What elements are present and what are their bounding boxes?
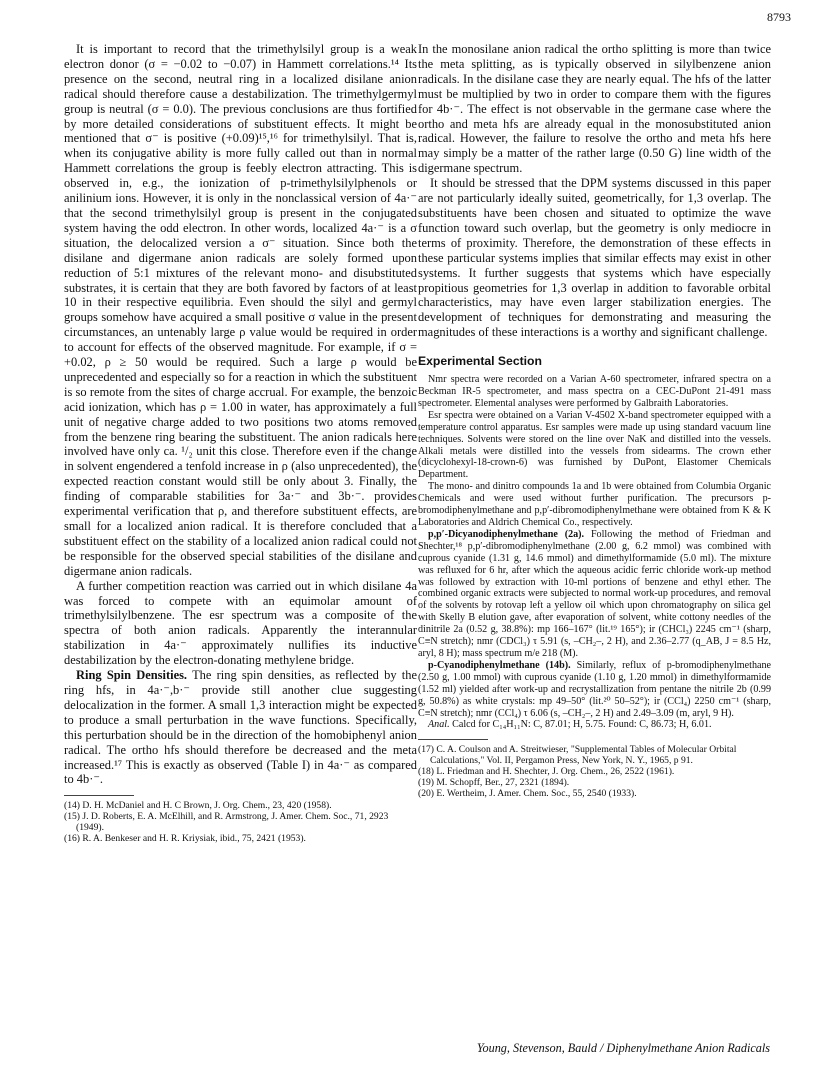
- analysis-text: Calcd for C₁₄H₁₁N: C, 87.01; H, 5.75. Found: C, 86.73; H, 6.01.: [452, 719, 712, 731]
- running-footer: Young, Stevenson, Bauld / Diphenylmethane Anion Radicals: [476, 1041, 770, 1055]
- footnote: (20) E. Wertheim, J. Amer. Chem. Soc., 55, 2540 (1933).: [418, 788, 637, 800]
- ring-spin-text: The ring spin densities, as reflected by the ring hfs, in 4a·⁻,b·⁻ provide still another clue suggesting delocalization in the former. A small 1,3 interaction might be expected to produce a small perturbation in the wave functions. Specifically, this perturbation should be in the direction of the homobiphenyl anion radical. The ortho hfs should therefore be decreased and the meta increased.¹⁷ This is exactly as observed (Table I) in 4a·⁻ as compared to 4b·⁻.: [64, 668, 417, 787]
- dicyano-text: Following the method of Friedman and Shechter,¹⁸ p,p′-dibromodiphenylmethane (2.00 g, 6.2 mmol) was combined with cuprous cyanide (1.31 g, 14.6 mmol) and dimethylformamide (5.0 ml). The mixture was refluxed for 6 hr, after which the aqueous acidic ferric chloride work-up method was followed by extraction with 10-ml portions of benzene and ethyl ether. The combined organic extracts were subjected to normal work-up procedures, and removal of the solvents by rotovap left a yellow oil which upon chromatography on silica gel with Skelly B elution gave, after evaporation of solvent, white cottony needles of the dinitrile 2a (0.52 g, 38.8%): mp 166–167° (lit.¹⁹ 165°); ir (CHCl₃) 2245 cm⁻¹ (sharp, C≡N stretch); nmr (CDCl₃) τ 5.91 (s, –CH₂–, 2 H), and 2.36–2.77 (q_AB, J = 8.5 Hz, aryl, 8 H); mass spectrum m/e 218 (M).: [418, 528, 771, 659]
- footnote: (14) D. H. McDaniel and H. C Brown, J. Org. Chem., 23, 420 (1958).: [64, 800, 332, 812]
- ring-spin-paragraph: [64, 668, 417, 787]
- footnote: (16) R. A. Benkeser and H. R. Kriysiak, ibid., 75, 2421 (1953).: [64, 833, 306, 845]
- left-column: [64, 42, 417, 844]
- ring-spin-heading: Ring Spin Densities.: [76, 668, 188, 683]
- analysis-line: [418, 719, 771, 731]
- experimental-section-heading: Experimental Section: [418, 354, 542, 369]
- experimental-paragraph: The mono- and dinitro compounds 1a and 1b were obtained from Columbia Organic Chemicals and were used without further purification. The precursors p-bromodiphenylmethane and p,p′-dibromodiphenylmethane were obtained from K & K Laboratories and Aldrich Chemical Co., respectively.: [418, 481, 771, 528]
- dicyano-procedure: [418, 529, 771, 660]
- footnote: (19) M. Schopff, Ber., 27, 2321 (1894).: [418, 777, 570, 789]
- footnote-rule: [418, 739, 488, 740]
- page-number: 8793: [767, 10, 791, 24]
- body-paragraph: A further competition reaction was carried out in which disilane 4a was forced to compete with an equimolar amount of trimethylsilylbenzene. The esr spectrum was a composite of the spectra of both anion radicals. Apparently the interannular stabilization in 4a·⁻ approximately nullifies its inductive destabilization by the electron-donating methylene bridge.: [64, 578, 417, 668]
- cyano-text: Similarly, reflux of p-bromodiphenylmethane (2.50 g, 1.00 mmol) with cuprous cyanide (1.10 g, 1.20 mmol) in dimethylformamide (1.52 ml) yielded after work-up and recrystallization from pentane the nitrile 2b (0.99 g, 50.8%) as white crystals: mp 49–50° (lit.²⁰ 50–52°); ir (CCl₄) 2250 cm⁻¹ (sharp, C≡N stretch); nmr (CCl₄) τ 6.06 (s, –CH₂–, 2 H) and 2.49–3.09 (m, aryl, 9 H).: [418, 659, 771, 719]
- analysis-label: Anal.: [428, 719, 450, 731]
- dicyano-heading: p,p′-Dicyanodiphenylmethane (2a).: [428, 528, 585, 540]
- right-column: [418, 42, 771, 799]
- cyano-procedure: [418, 660, 771, 720]
- body-paragraph: It is important to record that the trimethylsilyl group is a weak electron donor (σ = −0.02 to −0.07) in Hammett correlations.¹⁴ Its presence on the second, neutral ring in a localized disilane anion radical should therefore cause a destabilization. The trimethylgermyl group is neutral (σ = 0.0). The previous conclusions are thus fortified by more detailed considerations of substituent effects. It might be mentioned that σ⁻ is positive (+0.09)¹⁵,¹⁶ for trimethylsilyl. That is, when its conjugative ability is more fully called out than in normal Hammett correlations the group is feebly electron attracting. This is observed in, e.g., the ionization of p-trimethylsilylphenols or anilinium ions. However, it is only in the nonclassical version of 4a·⁻ that the second trimethylsilyl group is present in the conjugated system having the odd electron. In other words, localized 4a·⁻ is a σ situation, the delocalized version a σ⁻ situation. Since both the disilane and digermane anion radicals are solely formed upon reduction of 5:1 mixtures of the relevant mono- and disubstituted substrates, it is certain that they are both favored by factors of at least 10 in their respective equilibria. Even should the silyl and germyl groups somehow have acquired a small positive σ value in the present circumstances, an untenably large ρ value would be required in order to account for effects of the observed magnitude. For example, if σ = +0.02, ρ ≥ 50 would be required. Such a large ρ would be unprecedented and especially so for a reaction in which the substituent is so remote from the sites of charge accrual. For example, the benzoic acid ionization, which has ρ = 1.00 in water, has approximately a full unit of negative charge added to two positions two atoms removed from the benzene ring bearing the substituent. The anion radicals here involved have only ca. ¹/₂ unit this close. Therefore even if the change in solvent engendered a tenfold increase in ρ (also unprecedented), the expected reaction constant would still be only about 3. Finally, the finding of comparable stabilities for 3a·⁻ and 3b·⁻. provides experimental verification that ρ, and therefore substituent effects, are small for a localized anion radical. It is therefore concluded that a substituent effect on the stability of a localized anion radical could not be responsible for the observed special stabilities of the disilane and digermane anion radicals.: [64, 42, 417, 578]
- body-paragraph: It should be stressed that the DPM systems discussed in this paper are not particularly ideally suited, geometrically, for 1,3 overlap. The substituents have been chosen and situated to optimize the wave function toward such overlap, but the geometry is only mediocre in terms of proximity. Therefore, the demonstration of these effects in these particular systems implies that similar effects may exist in other systems. It further suggests that systems which have especially propitious geometries for 1,3 overlap in addition to favorable orbital characteristics, may have even larger stabilization energies. The development of techniques for demonstrating and measuring the magnitudes of these interactions is a worthy and significant challenge.: [418, 176, 771, 340]
- footnote: (18) L. Friedman and H. Shechter, J. Org. Chem., 26, 2522 (1961).: [418, 766, 675, 778]
- experimental-paragraph: Nmr spectra were recorded on a Varian A-60 spectrometer, infrared spectra on a Beckman IR-5 spectrometer, and mass spectra on a CEC-DuPont 21-491 mass spectrometer. Elemental analyses were performed by Galbraith Laboratories.: [418, 374, 771, 409]
- cyano-heading: p-Cyanodiphenylmethane (14b).: [428, 659, 571, 671]
- footnote: (15) J. D. Roberts, E. A. McElhill, and R. Armstrong, J. Amer. Chem. Soc., 71, 2923 (1949).: [64, 811, 389, 834]
- footnote-rule: [64, 795, 134, 796]
- footnote: (17) C. A. Coulson and A. Streitwieser, "Supplemental Tables of Molecular Orbital Calculations," Vol. II, Pergamon Press, New York, N. Y., 1965, p 91.: [418, 744, 737, 767]
- body-paragraph: In the monosilane anion radical the ortho splitting is more than twice the meta splitting, as is typically observed in silylbenzene anion radicals. In the disilane case they are nearly equal. The hfs of the latter must be multiplied by two in order to compare them with the figures for 4b·⁻. The effect is not observable in the germane case where the ortho and meta hfs are already equal in the monosubstituted anion radical. However, the failure to resolve the ortho and meta hfs here may simply be a matter of the rather large (0.50 G) line width of the digermane spectrum.: [418, 42, 771, 176]
- experimental-paragraph: Esr spectra were obtained on a Varian V-4502 X-band spectrometer equipped with a temperature control apparatus. Esr samples were made up using standard vacuum line techniques. Solvents were stored on the line over NaK and distilled into the vessels. Alkali metals were distilled into the vessels from sidearms. The crown ether (dicyclohexyl-18-crown-6) was furnished by DuPont, Elastomer Chemicals Department.: [418, 409, 771, 481]
